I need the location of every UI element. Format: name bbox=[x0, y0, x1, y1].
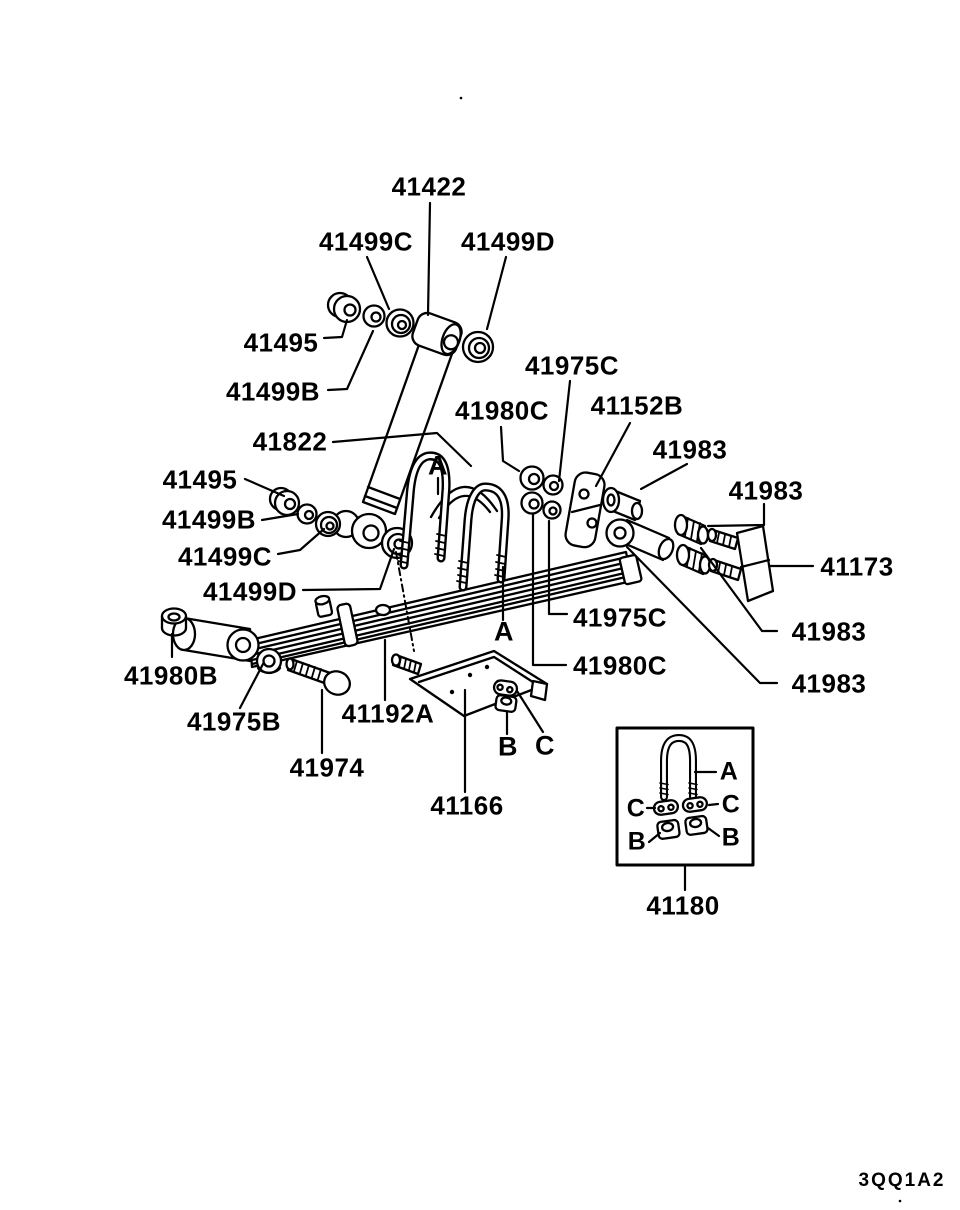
part-label-41173: 41173 bbox=[820, 551, 894, 582]
part-label-41192a: 41192A bbox=[341, 698, 435, 729]
part-label-41975c-top: 41975C bbox=[524, 350, 620, 381]
part-label-41499d-top: 41499D bbox=[460, 226, 556, 257]
part-label-41983-3: 41983 bbox=[791, 616, 867, 647]
part-label-41980b: 41980B bbox=[123, 660, 219, 691]
part-label-41822: 41822 bbox=[252, 426, 328, 457]
part-label-41975c-lower: 41975C bbox=[572, 602, 668, 633]
callout-b: B bbox=[498, 731, 518, 762]
callout-a-lower: A bbox=[494, 616, 514, 647]
part-label-41499b-lower: 41499B bbox=[161, 504, 257, 535]
u-bolts bbox=[398, 456, 506, 587]
part-label-41980c-top: 41980C bbox=[454, 395, 550, 426]
part-label-41980c-lower: 41980C bbox=[572, 650, 668, 681]
inset-callout-a: A bbox=[719, 757, 739, 786]
part-label-41983-1: 41983 bbox=[652, 434, 728, 465]
part-label-41495-lower: 41495 bbox=[162, 464, 238, 495]
shock-upper-mount-hardware bbox=[328, 293, 493, 362]
inset-callout-b-left: B bbox=[627, 827, 647, 856]
part-label-41983-4: 41983 bbox=[791, 668, 867, 699]
page-code: 3QQ1A2 bbox=[858, 1170, 946, 1191]
part-label-41180: 41180 bbox=[646, 890, 720, 921]
inset-callout-c-right: C bbox=[721, 790, 741, 819]
part-label-41499d-lower: 41499D bbox=[202, 576, 298, 607]
inset-callout-c-left: C bbox=[626, 794, 646, 823]
part-label-41499c-lower: 41499C bbox=[177, 541, 273, 572]
callout-a-upper: A bbox=[428, 450, 448, 481]
part-label-41152b: 41152B bbox=[590, 390, 684, 421]
part-label-41499b-top: 41499B bbox=[225, 376, 321, 407]
part-label-41495-top: 41495 bbox=[243, 327, 319, 358]
part-label-41422: 41422 bbox=[391, 171, 467, 202]
part-label-41974: 41974 bbox=[289, 752, 365, 783]
part-label-41975b: 41975B bbox=[186, 706, 282, 737]
print-specks bbox=[460, 97, 902, 1203]
part-label-41166: 41166 bbox=[430, 790, 504, 821]
part-label-41983-2: 41983 bbox=[728, 475, 804, 506]
inset-callout-b-right: B bbox=[721, 823, 741, 852]
callout-c: C bbox=[535, 730, 555, 761]
part-label-41499c-top: 41499C bbox=[318, 226, 414, 257]
